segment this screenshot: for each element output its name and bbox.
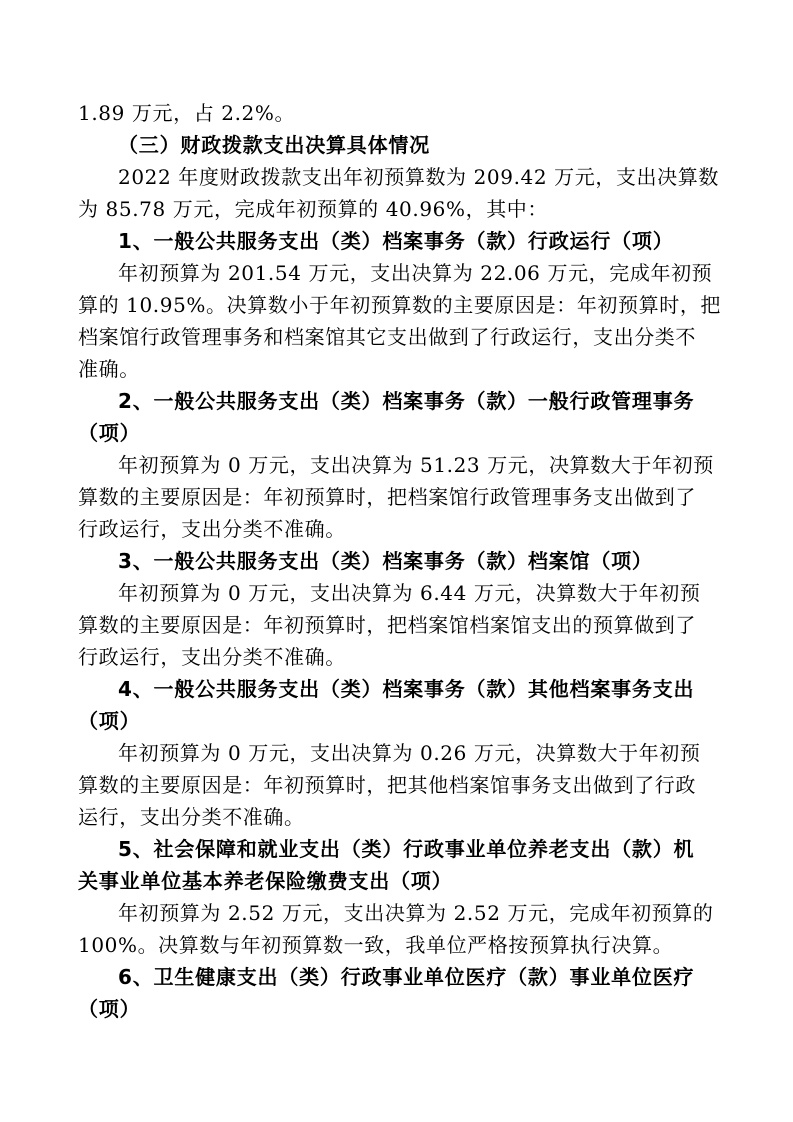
item-heading: 4、一般公共服务支出（类）档案事务（款）其他档案事务支出 (118, 677, 695, 701)
text-line: 为 85.78 万元，完成年初预算的 40.96%，其中： (78, 197, 548, 221)
text-line: 算数的主要原因是：年初预算时，把档案馆档案馆支出的预算做到了 (78, 613, 696, 637)
text-line: 准确。 (78, 357, 140, 381)
text-line: 算的 10.95%。决算数小于年初预算数的主要原因是：年初预算时，把 (78, 293, 722, 317)
item-heading: 关事业单位基本养老保险缴费支出（项） (78, 869, 453, 893)
text-line: 行政运行，支出分类不准确。 (78, 517, 346, 541)
item-heading: （项） (78, 997, 141, 1021)
text-line: 年初预算为 201.54 万元，支出决算为 22.06 万元，完成年初预 (118, 261, 713, 285)
text-line: 年初预算为 0 万元，支出决算为 6.44 万元，决算数大于年初预 (118, 581, 701, 605)
item-heading: 3、一般公共服务支出（类）档案事务（款）档案馆（项） (118, 549, 653, 573)
item-heading: 2、一般公共服务支出（类）档案事务（款）一般行政管理事务 (118, 389, 695, 413)
text-line: 运行，支出分类不准确。 (78, 805, 305, 829)
section-heading: （三）财政拨款支出决算具体情况 (118, 133, 430, 157)
text-line: 100%。决算数与年初预算数一致，我单位严格按预算执行决算。 (78, 933, 674, 957)
text-line: 年初预算为 0 万元，支出决算为 51.23 万元，决算数大于年初预 (118, 453, 714, 477)
item-heading: 1、一般公共服务支出（类）档案事务（款）行政运行（项） (118, 229, 674, 253)
text-line: 档案馆行政管理事务和档案馆其它支出做到了行政运行，支出分类不 (78, 325, 696, 349)
text-line: 算数的主要原因是：年初预算时，把其他档案馆事务支出做到了行政 (78, 773, 696, 797)
item-heading: （项） (78, 709, 141, 733)
text-line: 年初预算为 2.52 万元，支出决算为 2.52 万元，完成年初预算的 (118, 901, 714, 925)
text-line: 年初预算为 0 万元，支出决算为 0.26 万元，决算数大于年初预 (118, 741, 701, 765)
text-line: 2022 年度财政拨款支出年初预算数为 209.42 万元，支出决算数 (118, 165, 719, 189)
text-line: 算数的主要原因是：年初预算时，把档案馆行政管理事务支出做到了 (78, 485, 696, 509)
text-line: 1.89 万元，占 2.2%。 (78, 101, 296, 125)
text-line: 行政运行，支出分类不准确。 (78, 645, 346, 669)
item-heading: （项） (78, 421, 141, 445)
item-heading: 5、社会保障和就业支出（类）行政事业单位养老支出（款）机 (118, 837, 695, 861)
item-heading: 6、卫生健康支出（类）行政事业单位医疗（款）事业单位医疗 (118, 965, 695, 989)
